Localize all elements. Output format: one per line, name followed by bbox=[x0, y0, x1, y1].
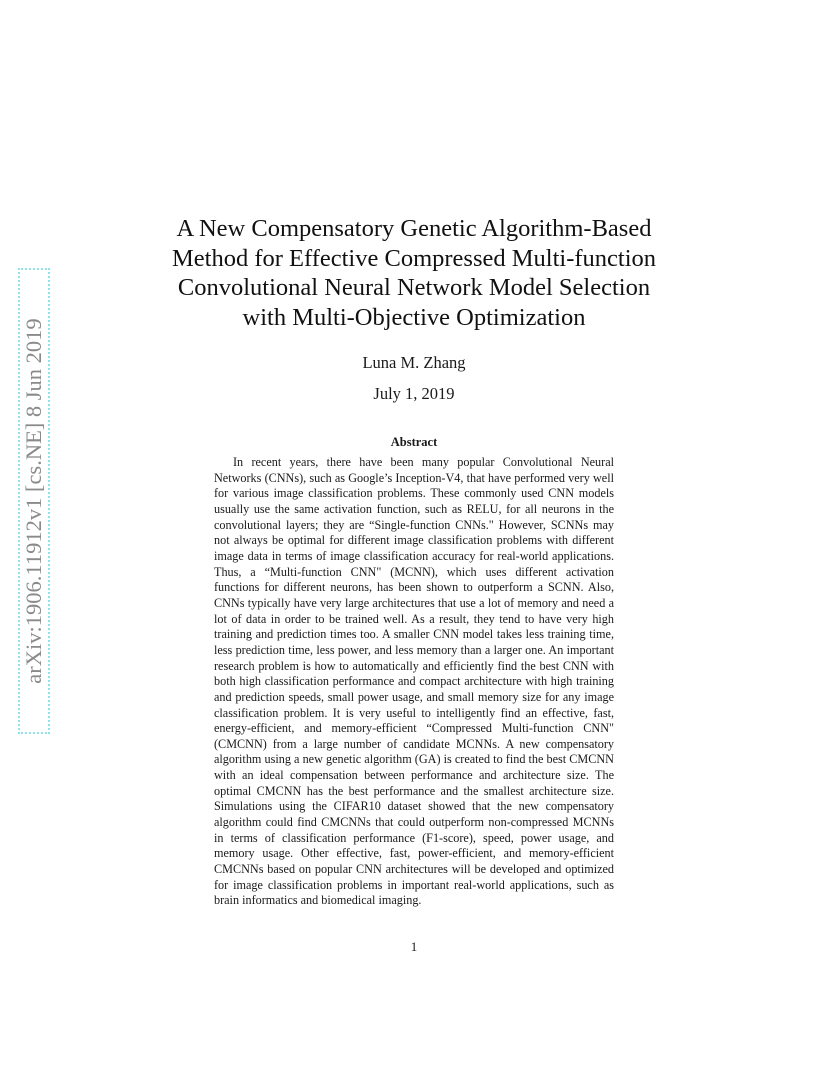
abstract-body: In recent years, there have been many popular Convolutional Neural Networks (CNNs), such as Google’s Inception-V4, that have performed very well for various image classification problems. These commonly used CNN models usually use the same activation function, such as RELU, for all neurons in the convolutional layers; they are “Single-function CNNs." However, SCNNs may not always be optimal for different image classification problems with different image data in terms of image classification accuracy for real-world applications. Thus, a “Multi-function CNN" (MCNN), which uses different activation functions for different neurons, has been shown to outperform a SCNN. Also, CNNs typically have very large architectures that use a lot of memory and need a lot of data in order to be trained well. As a result, they tend to have very high training and prediction times too. A smaller CNN model takes less training time, less prediction time, less power, and less memory than a larger one. An important research problem is how to automatically and efficiently find the best CNN with both high classification performance and compact architecture with high training and prediction speeds, small power usage, and small memory size for any image classification problem. It is very useful to intelligently find an effective, fast, energy-efficient, and memory-efficient “Compressed Multi-function CNN" (CMCNN) from a large number of candidate MCNNs. A new compensatory algorithm using a new genetic algorithm (GA) is created to find the best CMCNN with an ideal compensation between performance and architecture size. The optimal CMCNN has the best performance and the smallest architecture size. Simulations using the CIFAR10 dataset showed that the new compensatory algorithm could find CMCNNs that could outperform non-compressed MCNNs in terms of classification performance (F1-score), speed, power usage, and memory usage. Other effective, fast, power-efficient, and memory-efficient CMCNNs based on popular CNN architectures will be developed and optimized for image classification problems in important real-world applications, such as brain informatics and biomedical imaging. bbox=[214, 455, 614, 908]
title-line: Method for Effective Compressed Multi-function bbox=[172, 244, 656, 272]
title-line: with Multi-Objective Optimization bbox=[242, 303, 586, 331]
title-line: Convolutional Neural Network Model Selection bbox=[177, 274, 651, 302]
publication-date: July 1, 2019 bbox=[373, 384, 455, 403]
page-number: 1 bbox=[410, 939, 418, 954]
paper-title bbox=[0, 214, 828, 332]
author-name: Luna M. Zhang bbox=[362, 353, 466, 372]
arxiv-identifier: arXiv:1906.11912v1 [cs.NE] 8 Jun 2019 bbox=[21, 318, 46, 684]
title-line: A New Compensatory Genetic Algorithm-Based bbox=[176, 215, 652, 242]
abstract-heading: Abstract bbox=[390, 435, 438, 449]
